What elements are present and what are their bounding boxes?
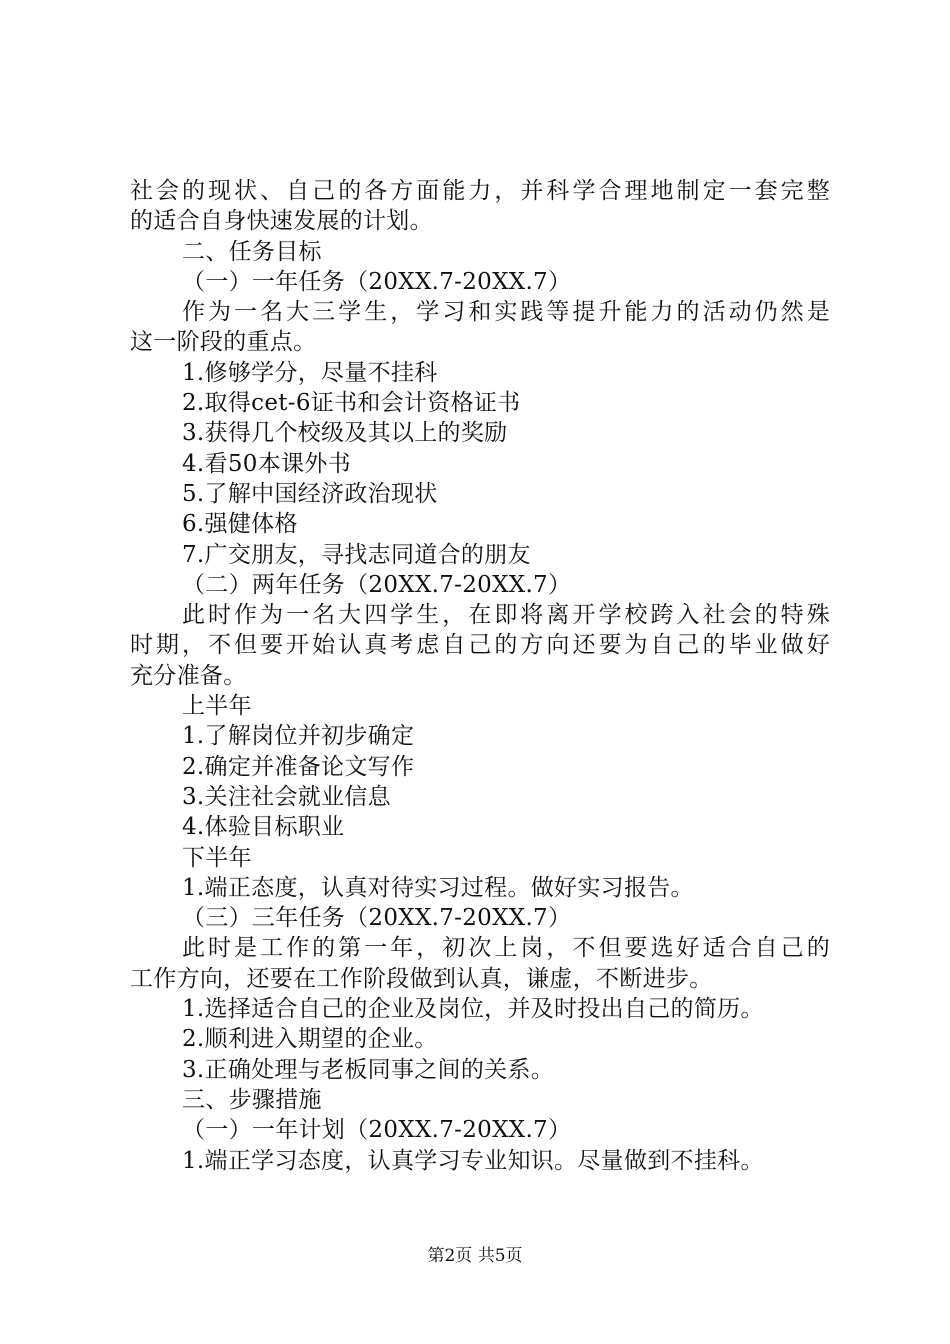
page-number: 第2页 共5页 xyxy=(427,1246,523,1266)
page-footer xyxy=(0,1245,950,1267)
list-item: 1.了解岗位并初步确定 xyxy=(182,723,415,750)
list-item: 4.体验目标职业 xyxy=(182,814,345,841)
paragraph-line: 作为一名大三学生，学习和实践等提升能力的活动仍然是 xyxy=(182,299,830,326)
subsection-heading: （一）一年计划（20XX.7-20XX.7） xyxy=(182,1117,572,1144)
list-item: 2.取得cet-6证书和会计资格证书 xyxy=(182,390,521,417)
list-item: 1.选择适合自己的企业及岗位，并及时投出自己的简历。 xyxy=(182,996,764,1023)
subsection-heading: （二）两年任务（20XX.7-20XX.7） xyxy=(182,571,572,598)
list-item: 3.获得几个校级及其以上的奖励 xyxy=(182,420,508,447)
document-body xyxy=(130,176,830,1176)
list-item: 7.广交朋友，寻找志同道合的朋友 xyxy=(182,541,531,568)
list-item: 1.端正态度，认真对待实习过程。做好实习报告。 xyxy=(182,874,694,901)
list-item: 3.关注社会就业信息 xyxy=(182,783,391,810)
list-item: 3.正确处理与老板同事之间的关系。 xyxy=(182,1056,555,1083)
list-item: 4.看50本课外书 xyxy=(182,450,351,477)
subsection-heading: （三）三年任务（20XX.7-20XX.7） xyxy=(182,905,572,932)
subsection-heading: （一）一年任务（20XX.7-20XX.7） xyxy=(182,268,572,295)
section-heading: 二、任务目标 xyxy=(182,238,322,265)
paragraph-line: 社会的现状、自己的各方面能力，并科学合理地制定一套完整 xyxy=(130,178,830,204)
list-item: 6.强健体格 xyxy=(182,511,298,538)
subheading: 下半年 xyxy=(182,844,252,871)
paragraph-line: 工作方向，还要在工作阶段做到认真，谦虚，不断进步。 xyxy=(130,965,713,992)
list-item: 2.顺利进入期望的企业。 xyxy=(182,1026,438,1053)
list-item: 2.确定并准备论文写作 xyxy=(182,753,415,780)
paragraph-line: 充分准备。 xyxy=(130,662,247,689)
paragraph-line: 此时是工作的第一年，初次上岗，不但要选好适合自己的 xyxy=(182,935,830,962)
paragraph-line: 此时作为一名大四学生，在即将离开学校跨入社会的特殊 xyxy=(182,602,830,629)
paragraph-line: 这一阶段的重点。 xyxy=(130,329,317,356)
paragraph-line: 的适合自身快速发展的计划。 xyxy=(130,208,433,235)
paragraph-line: 时期，不但要开始认真考虑自己的方向还要为自己的毕业做好 xyxy=(130,632,830,659)
section-heading: 三、步骤措施 xyxy=(182,1086,322,1113)
subheading: 上半年 xyxy=(182,693,252,720)
list-item: 1.端正学习态度，认真学习专业知识。尽量做到不挂科。 xyxy=(182,1147,764,1174)
list-item: 5.了解中国经济政治现状 xyxy=(182,480,438,507)
list-item: 1.修够学分，尽量不挂科 xyxy=(182,359,438,386)
